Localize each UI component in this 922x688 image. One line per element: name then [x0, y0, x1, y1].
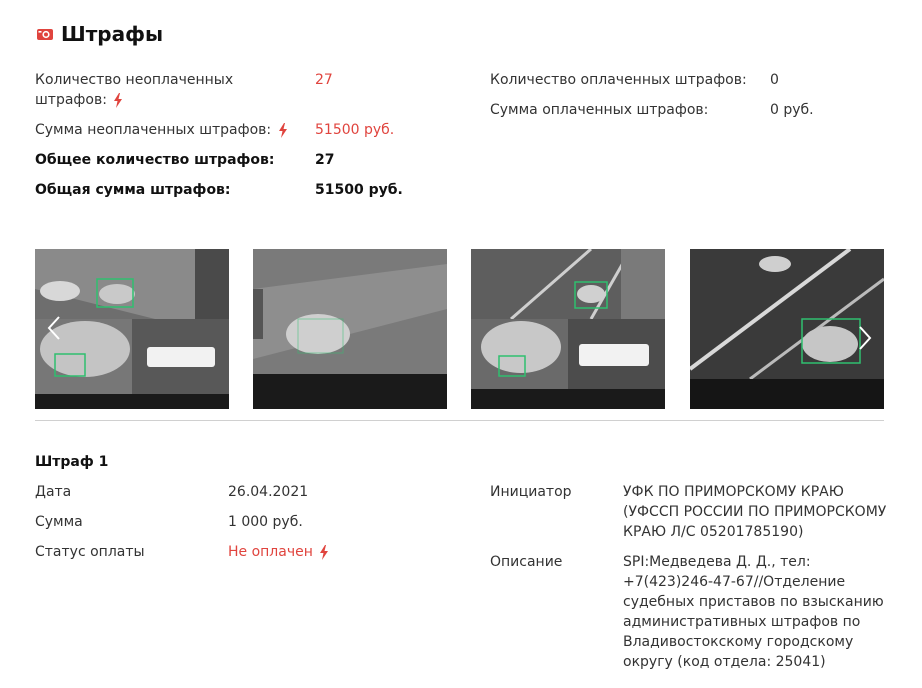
violation-photo[interactable] — [471, 249, 665, 409]
fine-status-label: Статус оплаты — [35, 544, 145, 560]
section-header — [36, 22, 163, 46]
unpaid-sum-label: Сумма неоплаченных штрафов: — [35, 120, 305, 140]
violation-photo[interactable] — [35, 249, 229, 409]
lightning-icon — [113, 93, 123, 108]
fine-date-label: Дата — [35, 484, 72, 500]
camera-icon — [36, 25, 54, 43]
paid-sum-label: Сумма оплаченных штрафов: — [490, 102, 709, 118]
gallery-next-button[interactable] — [855, 318, 875, 358]
paid-count-label: Количество оплаченных штрафов: — [490, 72, 747, 88]
fine-status-value: Не оплачен — [228, 542, 329, 562]
fine-description-value: SPI:Медведева Д. Д., тел: +7(423)246-47-67//Отделение судебных приставов по взысканию административных штрафов по Владивостокскому городскому округу (код отдела: 25041) — [623, 554, 884, 670]
total-sum-value: 51500 руб. — [315, 182, 403, 198]
chevron-left-icon — [47, 315, 61, 341]
lightning-icon — [278, 123, 288, 138]
paid-count-value: 0 — [770, 72, 779, 88]
fine-title: Штраф 1 — [35, 454, 109, 470]
total-sum-label: Общая сумма штрафов: — [35, 182, 231, 198]
fine-amount-value: 1 000 руб. — [228, 514, 303, 530]
unpaid-count-value: 27 — [315, 72, 333, 88]
fine-date-value: 26.04.2021 — [228, 484, 309, 500]
divider — [35, 420, 884, 421]
paid-sum-value: 0 руб. — [770, 102, 814, 118]
chevron-right-icon — [858, 325, 872, 351]
unpaid-count-label: Количество неоплаченных штрафов: — [35, 72, 234, 108]
fine-initiator-value: УФК ПО ПРИМОРСКОМУ КРАЮ (УФССП РОССИИ ПО ПРИМОРСКОМУ КРАЮ Л/С 05201785190) — [623, 484, 887, 540]
gallery-prev-button[interactable] — [44, 308, 64, 348]
total-count-label: Общее количество штрафов: — [35, 152, 275, 168]
fine-amount-label: Сумма — [35, 514, 83, 530]
violation-photo[interactable] — [253, 249, 447, 409]
lightning-icon — [319, 545, 329, 560]
fine-initiator-label: Инициатор — [490, 484, 572, 500]
fine-description-label: Описание — [490, 554, 563, 570]
total-count-value: 27 — [315, 152, 335, 168]
unpaid-sum-value: 51500 руб. — [315, 122, 395, 138]
page-title: Штрафы — [61, 22, 164, 46]
